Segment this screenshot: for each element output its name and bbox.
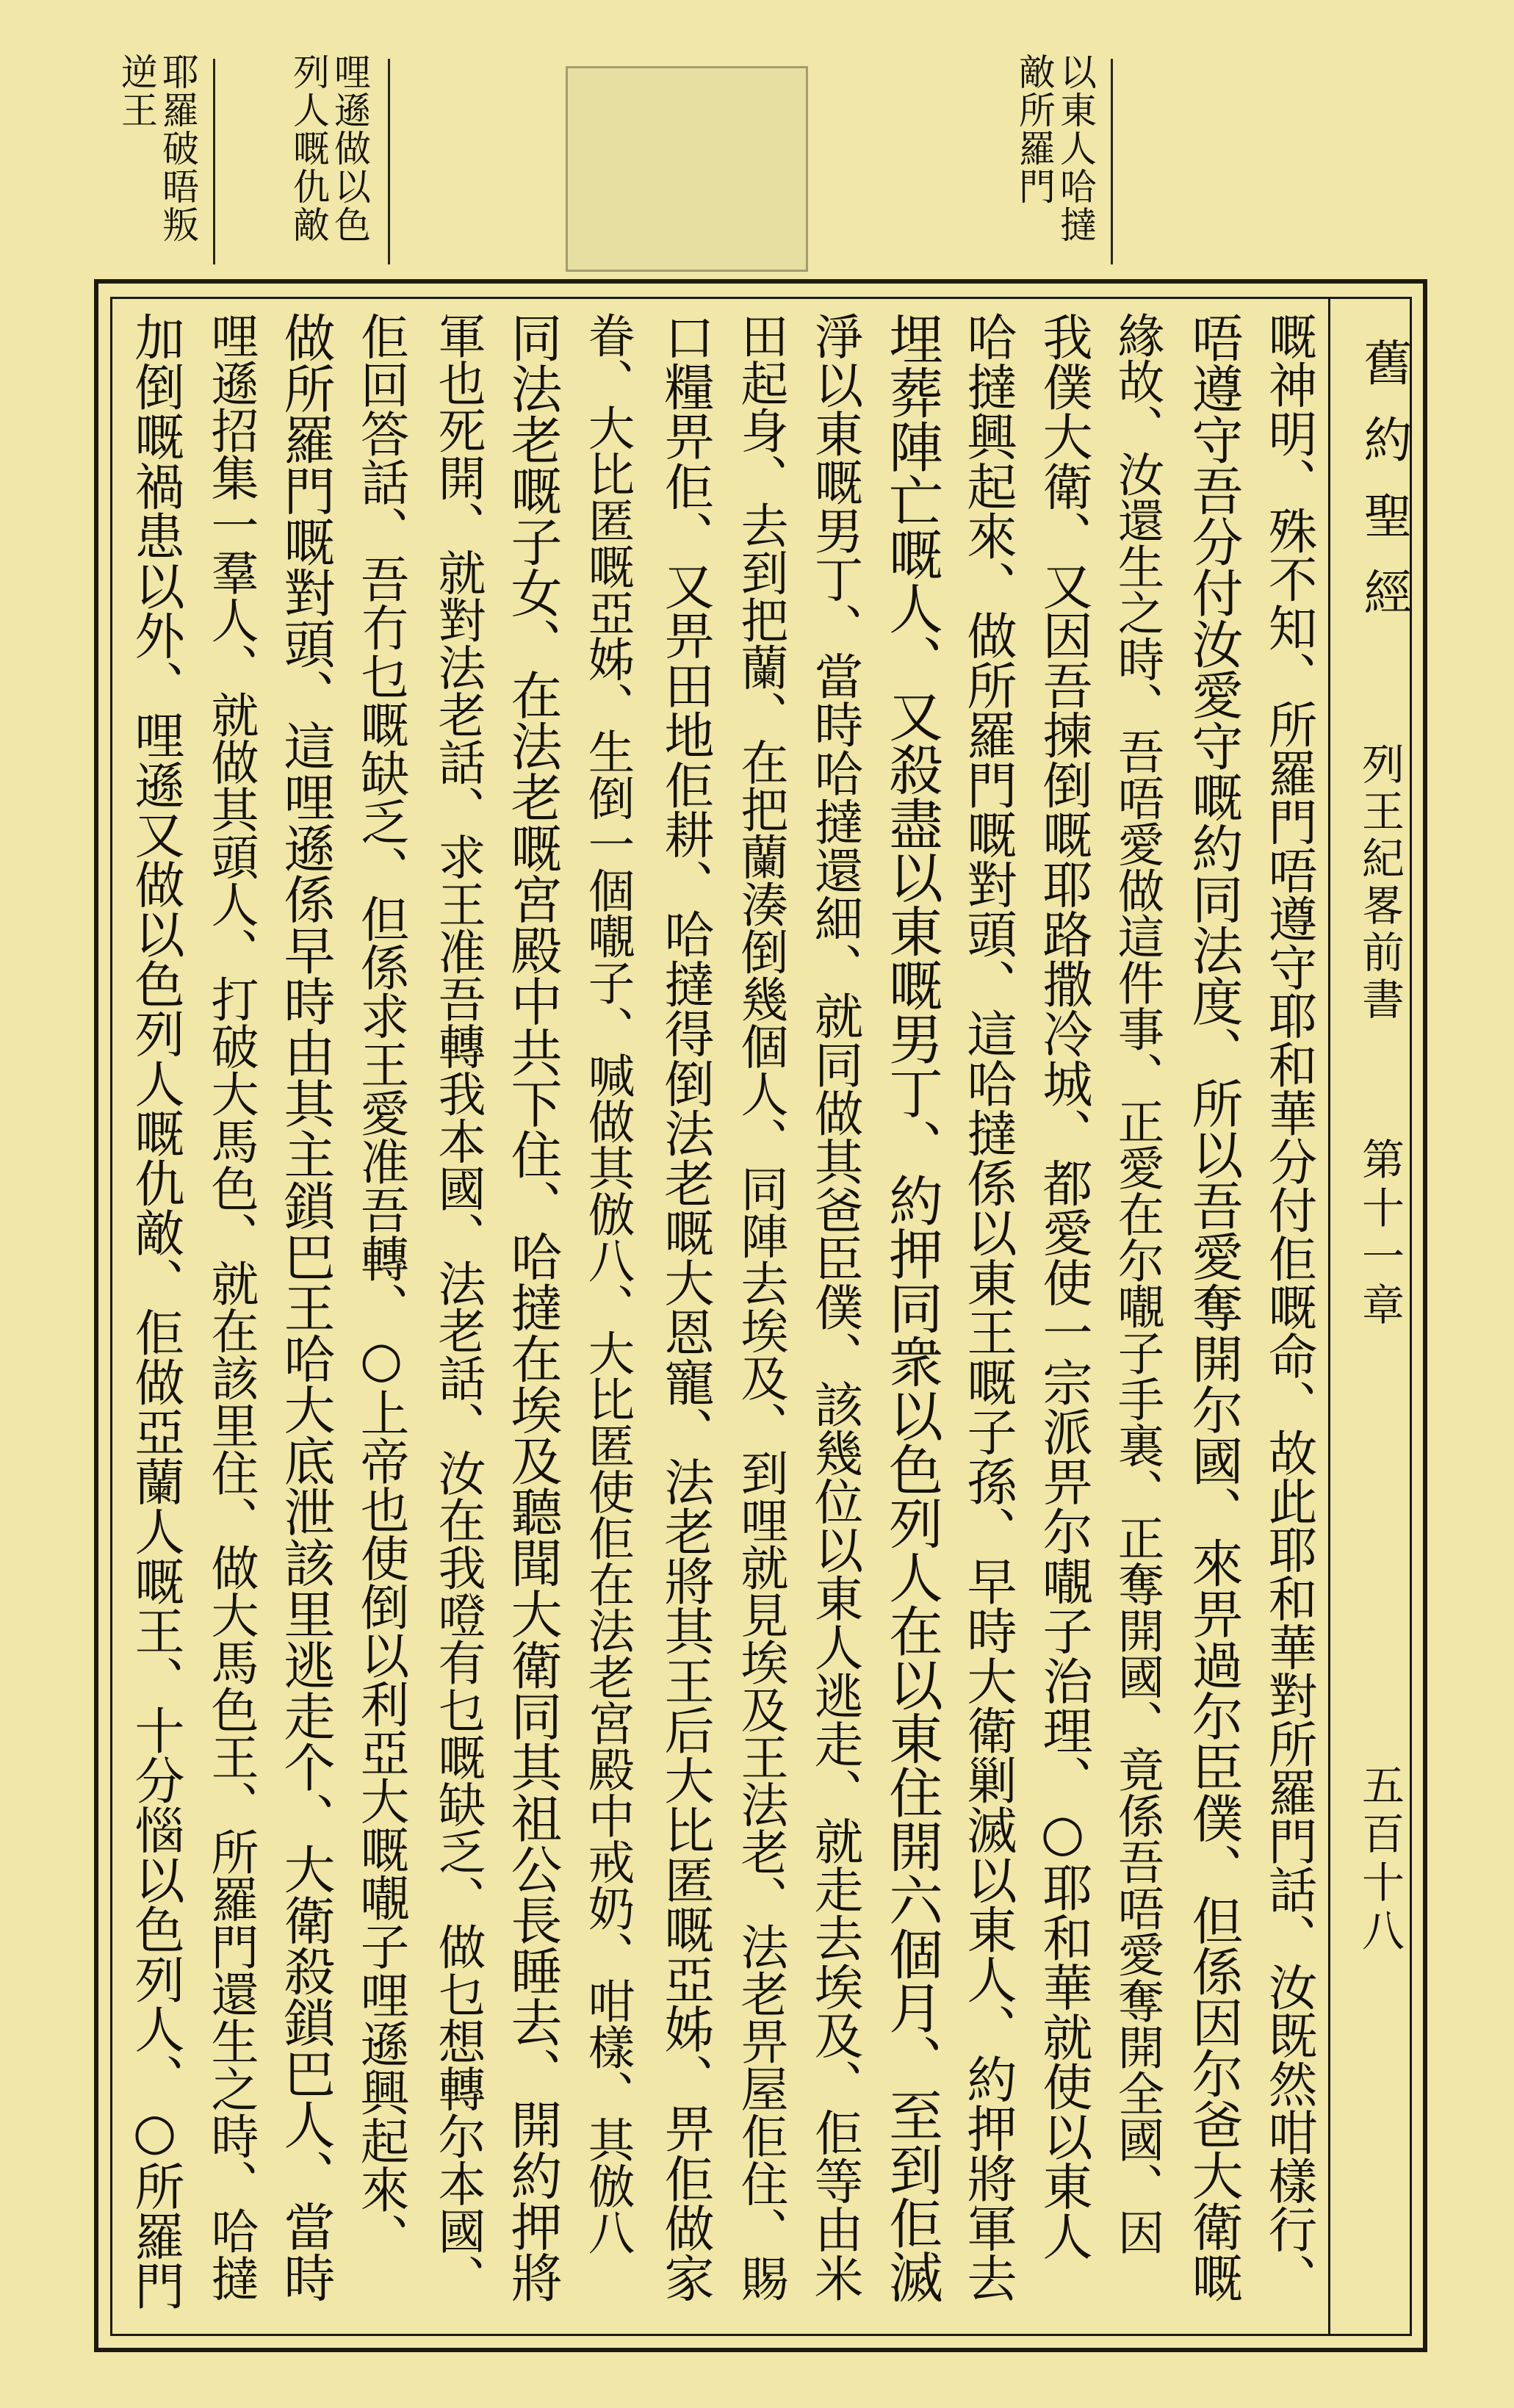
margin-note-rule-3 bbox=[213, 59, 215, 264]
text-column-16: 加倒嘅禍患以外、哩遜又做以色列人嘅仇敵、佢做亞蘭人嘅王、十分惱以色列人、○所羅門 bbox=[126, 311, 184, 2310]
margin-note-rule-2 bbox=[388, 59, 390, 264]
text-column-2: 唔遵守吾分付汝愛守嘅約同法度、所以吾愛奪開尔國、來畀過尔臣僕、但係因尔爸大衛嘅 bbox=[1183, 311, 1244, 2303]
page-number: 五百十八 bbox=[1355, 1763, 1405, 1957]
library-stamp bbox=[566, 66, 808, 272]
text-column-14: 做所羅門嘅對頭、這哩遜係早時由其主鎖巴王哈大底泄該里逃走个、大衛殺鎖巴人、當時 bbox=[275, 311, 336, 2303]
margin-note-rule-1 bbox=[1111, 59, 1113, 264]
margin-note-3: 耶羅破晤叛逆王 bbox=[115, 53, 199, 244]
book-title: 舊約聖經 bbox=[1355, 338, 1412, 644]
text-column-15: 哩遜招集一羣人、就做其頭人、打破大馬色、就在該里住、做大馬色王、所羅門還生之時、哈撻 bbox=[203, 311, 258, 2301]
text-column-5: 哈撻興起來、做所羅門嘅對頭、這哈撻係以東王嘅子孫、早時大衛剿滅以東人、約押將軍去 bbox=[958, 311, 1016, 2302]
chapter-number: 第十一章 bbox=[1355, 1137, 1405, 1331]
text-column-6: 埋葬陣亡嘅人、又殺盡以東嘅男丁、約押同衆以色列人在以東住開六個月、至到佢滅 bbox=[880, 311, 942, 2304]
text-column-1: 嘅神明、殊不知、所羅門唔遵守耶和華分付佢嘅命、故此耶和華對所羅門話、汝既然咁樣行、 bbox=[1261, 311, 1318, 2302]
text-column-13: 佢回答話、吾冇乜嘅缺乏、但係求王愛准吾轉、○上帝也使倒以利亞大嘅𡃁子哩遜興起來、 bbox=[353, 311, 410, 2262]
margin-note-1: 以東人哈撻敵所羅門 bbox=[1013, 53, 1097, 244]
text-column-7: 淨以東嘅男丁、當時哈撻還細、就同做其爸臣僕、該幾位以東人逃走、就走去埃及、佢等由米 bbox=[807, 311, 864, 2302]
text-column-12: 軍也死開、就對法老話、求王准吾轉我本國、法老話、汝在我噔有乜嘅缺乏、做乜想轉尔本國、 bbox=[430, 311, 485, 2301]
text-column-10: 眷、大比匿嘅亞姊、生倒一個𡃁子、喊做其倣八、大比匿使佢在法老宮殿中戒奶、咁樣、其倣八 bbox=[581, 311, 635, 2255]
text-column-3: 緣故、汝還生之時、吾唔愛做這件事、正愛在尔𡃁子手裏、正奪開國、竟係吾唔愛奪開全國、因 bbox=[1111, 311, 1165, 2255]
text-column-4: 我僕大衛、又因吾揀倒嘅耶路撒冷城、都愛使一宗派畀尔𡃁子治理、○耶和華就使以東人 bbox=[1034, 311, 1092, 2260]
chapter-title: 列王紀畧前書 bbox=[1355, 742, 1405, 1024]
text-column-11: 同法老嘅子女、在法老嘅宮殿中共下住、哈撻在埃及聽聞大衛同其祖公長睡去、開約押將 bbox=[502, 311, 563, 2303]
margin-note-2: 哩遜做以色列人嘅仇敵 bbox=[287, 53, 371, 244]
text-column-8: 田起身、去到把蘭、在把蘭湊倒幾個人、同陣去埃及、到哩就見埃及王法老、法老畀屋佢住、賜 bbox=[732, 311, 787, 2301]
text-column-9: 口糧畀佢、又畀田地佢耕、哈撻得倒法老嘅大恩寵、法老將其王后大比匿嘅亞姊、畀佢做家 bbox=[655, 311, 713, 2302]
